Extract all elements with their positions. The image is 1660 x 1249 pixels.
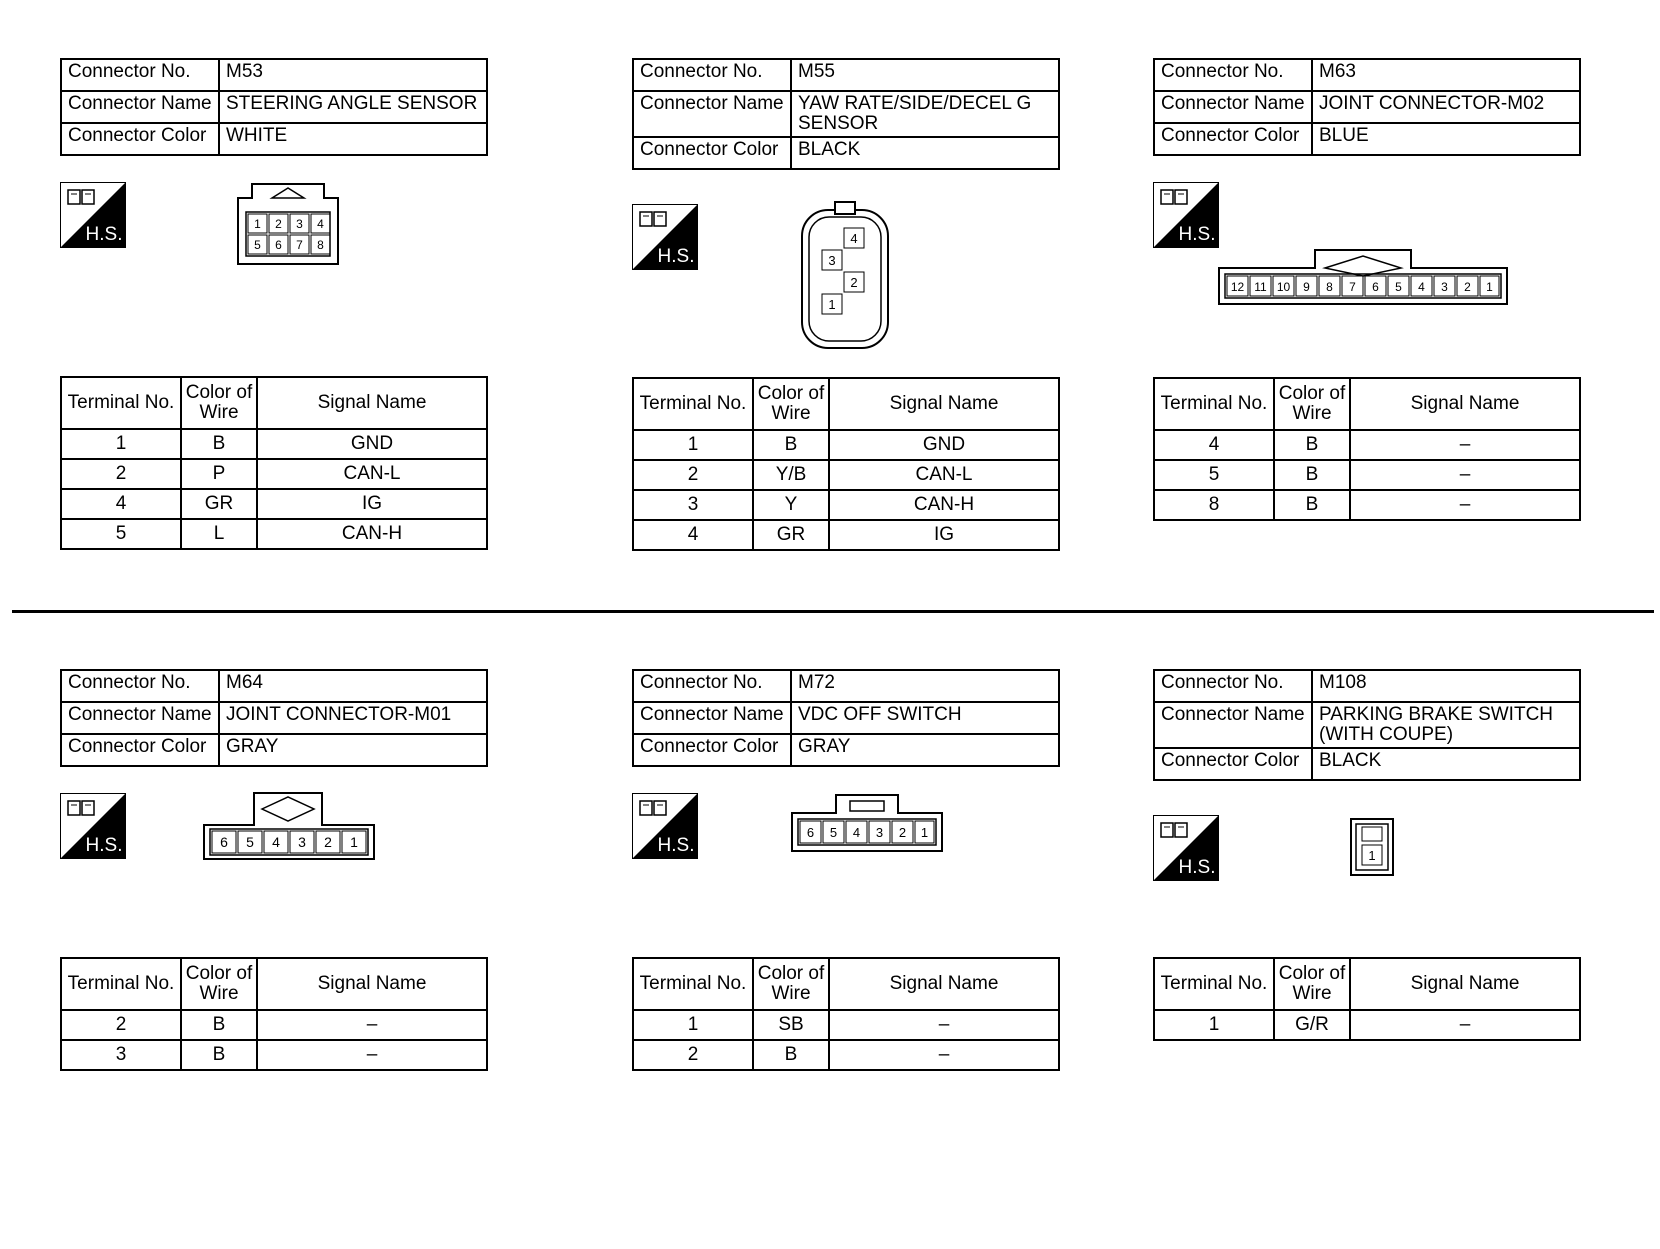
connector-name-value: JOINT CONNECTOR-M02 <box>1312 91 1580 123</box>
connector-no-value: M63 <box>1312 59 1580 91</box>
pin-label: 2 <box>898 825 907 840</box>
connector-panel-m63 <box>1153 58 1583 638</box>
terminal-table <box>60 376 488 550</box>
terminal-no-header: Terminal No. <box>633 958 753 1010</box>
terminal-no-cell: 4 <box>61 489 181 519</box>
connector-no-value: M72 <box>791 670 1059 702</box>
pin-label: 10 <box>1276 280 1291 294</box>
hs-label: H.S. <box>1178 224 1216 245</box>
connector-no-value: M64 <box>219 670 487 702</box>
color-of-wire-header: Color of Wire <box>1274 378 1350 430</box>
signal-name-cell: – <box>1350 1010 1580 1040</box>
terminal-no-cell: 3 <box>61 1040 181 1070</box>
terminal-no-cell: 1 <box>633 430 753 460</box>
signal-name-cell: CAN-H <box>257 519 487 549</box>
signal-name-cell: – <box>1350 430 1580 460</box>
terminal-no-cell: 2 <box>633 460 753 490</box>
signal-name-header: Signal Name <box>1350 958 1580 1010</box>
connector-face-diagram <box>204 791 384 865</box>
wire-color-cell: GR <box>753 520 829 550</box>
pin-label: 11 <box>1254 280 1267 294</box>
wire-color-cell: B <box>1274 460 1350 490</box>
connector-name-label: Connector Name <box>633 91 791 137</box>
connector-color-value: GRAY <box>219 734 487 766</box>
pin-label: 1 <box>828 297 836 312</box>
terminal-table <box>632 957 1060 1071</box>
color-of-wire-header: Color of Wire <box>181 377 257 429</box>
connector-color-label: Connector Color <box>633 734 791 766</box>
connector-no-label: Connector No. <box>61 670 219 702</box>
connector-face-diagram <box>1219 246 1511 308</box>
wire-color-cell: Y/B <box>753 460 829 490</box>
pin-label: 3 <box>298 834 306 850</box>
harness-side-icon <box>1153 815 1219 881</box>
pin-label: 3 <box>296 217 303 231</box>
terminal-no-cell: 5 <box>61 519 181 549</box>
connector-panel-m53 <box>60 58 490 638</box>
connector-info-table <box>632 669 1060 767</box>
table-row <box>61 1010 487 1040</box>
harness-side-icon <box>632 204 698 270</box>
pin-label: 5 <box>246 834 254 850</box>
connector-color-value: BLACK <box>791 137 1059 169</box>
connector-color-label: Connector Color <box>1154 123 1312 155</box>
pin-label: 1 <box>1368 848 1376 863</box>
connector-face-diagram <box>798 200 898 352</box>
color-of-wire-header: Color of Wire <box>753 958 829 1010</box>
signal-name-cell: CAN-L <box>829 460 1059 490</box>
harness-side-icon <box>1153 182 1219 248</box>
terminal-no-header: Terminal No. <box>61 958 181 1010</box>
pin-label: 8 <box>1326 280 1333 294</box>
pin-label: 6 <box>220 834 228 850</box>
connector-info-table <box>60 58 488 156</box>
terminal-no-cell: 8 <box>1154 490 1274 520</box>
terminal-no-cell: 1 <box>1154 1010 1274 1040</box>
terminal-no-header: Terminal No. <box>1154 378 1274 430</box>
signal-name-header: Signal Name <box>257 958 487 1010</box>
pin-label: 3 <box>875 825 884 840</box>
terminal-table <box>60 957 488 1071</box>
table-row <box>633 1040 1059 1070</box>
wire-color-cell: SB <box>753 1010 829 1040</box>
wire-color-cell: Y <box>753 490 829 520</box>
terminal-table <box>1153 377 1581 521</box>
table-row <box>1154 460 1580 490</box>
table-row <box>61 429 487 459</box>
connector-color-value: BLUE <box>1312 123 1580 155</box>
connector-face-diagram <box>238 184 350 274</box>
pin-label: 2 <box>275 217 282 231</box>
signal-name-cell: – <box>829 1040 1059 1070</box>
wire-color-cell: P <box>181 459 257 489</box>
pin-label: 7 <box>296 238 303 252</box>
terminal-table <box>1153 957 1581 1041</box>
terminal-no-header: Terminal No. <box>633 378 753 430</box>
signal-name-cell: GND <box>829 430 1059 460</box>
terminal-no-cell: 1 <box>633 1010 753 1040</box>
connector-info-table <box>1153 58 1581 156</box>
color-of-wire-header: Color of Wire <box>1274 958 1350 1010</box>
connector-panel-m55 <box>632 58 1062 638</box>
table-row <box>61 1040 487 1070</box>
harness-side-icon <box>60 793 126 859</box>
wire-color-cell: L <box>181 519 257 549</box>
connector-name-label: Connector Name <box>61 91 219 123</box>
connector-info-table <box>1153 669 1581 781</box>
signal-name-header: Signal Name <box>1350 378 1580 430</box>
connector-name-label: Connector Name <box>1154 91 1312 123</box>
connector-color-label: Connector Color <box>633 137 791 169</box>
connector-no-label: Connector No. <box>633 59 791 91</box>
pin-label: 6 <box>1372 280 1379 294</box>
connector-name-label: Connector Name <box>1154 702 1312 748</box>
signal-name-cell: CAN-H <box>829 490 1059 520</box>
pin-label: 6 <box>275 238 282 252</box>
pin-label: 12 <box>1230 280 1245 294</box>
pin-label: 4 <box>852 825 861 840</box>
connector-name-value: VDC OFF SWITCH <box>791 702 1059 734</box>
color-of-wire-header: Color of Wire <box>753 378 829 430</box>
connector-info-table <box>632 58 1060 170</box>
wire-color-cell: B <box>1274 490 1350 520</box>
terminal-no-cell: 2 <box>61 1010 181 1040</box>
color-of-wire-header: Color of Wire <box>181 958 257 1010</box>
terminal-no-cell: 3 <box>633 490 753 520</box>
connector-color-value: BLACK <box>1312 748 1580 780</box>
pin-label: 2 <box>1464 280 1471 294</box>
table-row <box>633 490 1059 520</box>
connector-name-value: PARKING BRAKE SWITCH (WITH COUPE) <box>1312 702 1580 748</box>
table-row <box>61 489 487 519</box>
connector-no-value: M53 <box>219 59 487 91</box>
terminal-no-header: Terminal No. <box>1154 958 1274 1010</box>
signal-name-cell: CAN-L <box>257 459 487 489</box>
signal-name-cell: IG <box>257 489 487 519</box>
connector-panel-m64 <box>60 669 490 1249</box>
table-row <box>61 519 487 549</box>
hs-label: H.S. <box>85 224 123 245</box>
terminal-no-cell: 4 <box>633 520 753 550</box>
pin-label: 5 <box>829 825 838 840</box>
wire-color-cell: B <box>181 1010 257 1040</box>
pin-label: 1 <box>350 834 358 850</box>
signal-name-cell: IG <box>829 520 1059 550</box>
connector-name-value: STEERING ANGLE SENSOR <box>219 91 487 123</box>
connector-no-label: Connector No. <box>1154 670 1312 702</box>
pin-label: 4 <box>272 834 280 850</box>
wire-color-cell: B <box>753 430 829 460</box>
hs-label: H.S. <box>1178 857 1216 878</box>
connector-no-value: M108 <box>1312 670 1580 702</box>
pin-label: 3 <box>1441 280 1448 294</box>
signal-name-cell: GND <box>257 429 487 459</box>
signal-name-header: Signal Name <box>829 958 1059 1010</box>
table-row <box>1154 430 1580 460</box>
connector-no-label: Connector No. <box>633 670 791 702</box>
signal-name-header: Signal Name <box>829 378 1059 430</box>
pin-label: 4 <box>850 231 858 246</box>
connector-name-label: Connector Name <box>61 702 219 734</box>
table-row <box>633 460 1059 490</box>
signal-name-cell: – <box>257 1010 487 1040</box>
signal-name-cell: – <box>1350 460 1580 490</box>
table-row <box>633 1010 1059 1040</box>
wire-color-cell: B <box>181 1040 257 1070</box>
table-row <box>633 430 1059 460</box>
pin-label: 1 <box>920 825 929 840</box>
harness-side-icon <box>60 182 126 248</box>
terminal-no-header: Terminal No. <box>61 377 181 429</box>
connector-no-label: Connector No. <box>61 59 219 91</box>
connector-panel-m108 <box>1153 669 1583 1249</box>
connector-color-value: GRAY <box>791 734 1059 766</box>
pin-label: 4 <box>1418 280 1425 294</box>
pin-label: 8 <box>317 238 324 252</box>
wire-color-cell: B <box>753 1040 829 1070</box>
signal-name-header: Signal Name <box>257 377 487 429</box>
connector-no-label: Connector No. <box>1154 59 1312 91</box>
terminal-table <box>632 377 1060 551</box>
connector-face-diagram <box>1349 817 1397 879</box>
harness-side-icon <box>632 793 698 859</box>
connector-color-label: Connector Color <box>1154 748 1312 780</box>
wire-color-cell: GR <box>181 489 257 519</box>
pin-label: 1 <box>254 217 261 231</box>
section-divider <box>12 610 1654 613</box>
terminal-no-cell: 4 <box>1154 430 1274 460</box>
wire-color-cell: B <box>1274 430 1350 460</box>
connector-no-value: M55 <box>791 59 1059 91</box>
pin-label: 2 <box>850 275 858 290</box>
terminal-no-cell: 2 <box>633 1040 753 1070</box>
connector-panel-m72 <box>632 669 1062 1249</box>
pin-label: 1 <box>1486 280 1493 294</box>
signal-name-cell: – <box>829 1010 1059 1040</box>
pin-label: 6 <box>806 825 815 840</box>
pin-label: 2 <box>324 834 332 850</box>
hs-label: H.S. <box>657 835 695 856</box>
wire-color-cell: B <box>181 429 257 459</box>
connector-info-table <box>60 669 488 767</box>
table-row <box>633 520 1059 550</box>
terminal-no-cell: 1 <box>61 429 181 459</box>
connector-name-label: Connector Name <box>633 702 791 734</box>
hs-label: H.S. <box>657 246 695 267</box>
pin-label: 7 <box>1349 280 1356 294</box>
terminal-no-cell: 5 <box>1154 460 1274 490</box>
pin-label: 5 <box>1395 280 1402 294</box>
pin-label: 5 <box>254 238 261 252</box>
terminal-no-cell: 2 <box>61 459 181 489</box>
hs-label: H.S. <box>85 835 123 856</box>
signal-name-cell: – <box>1350 490 1580 520</box>
connector-face-diagram <box>792 793 950 855</box>
connector-color-value: WHITE <box>219 123 487 155</box>
pin-label: 4 <box>317 217 324 231</box>
pin-label: 9 <box>1303 280 1310 294</box>
table-row <box>1154 1010 1580 1040</box>
table-row <box>61 459 487 489</box>
signal-name-cell: – <box>257 1040 487 1070</box>
table-row <box>1154 490 1580 520</box>
wire-color-cell: G/R <box>1274 1010 1350 1040</box>
connector-name-value: YAW RATE/SIDE/DECEL G SENSOR <box>791 91 1059 137</box>
connector-color-label: Connector Color <box>61 734 219 766</box>
connector-color-label: Connector Color <box>61 123 219 155</box>
pin-label: 3 <box>828 253 836 268</box>
connector-name-value: JOINT CONNECTOR-M01 <box>219 702 487 734</box>
